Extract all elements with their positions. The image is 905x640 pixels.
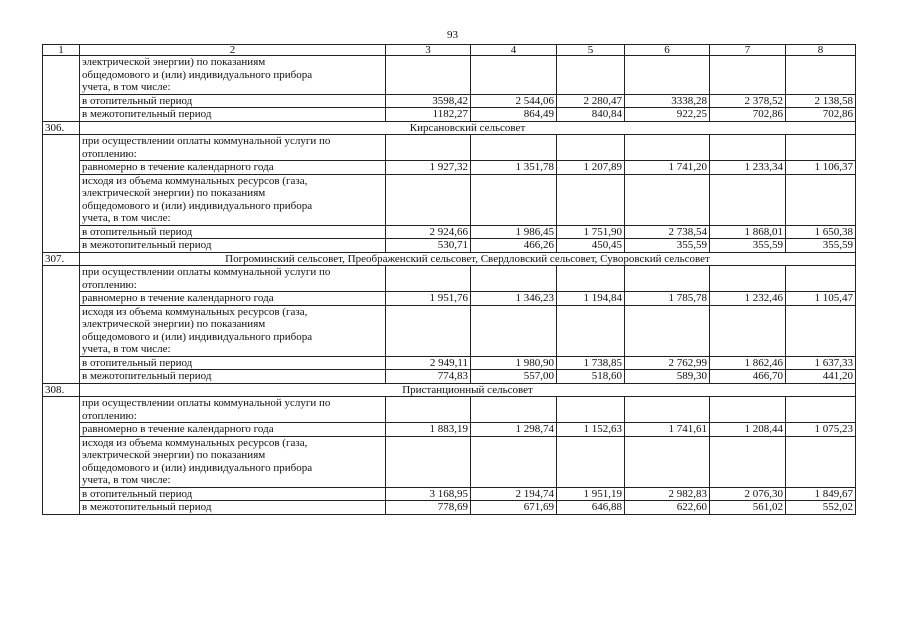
uniform-year-row bbox=[43, 161, 856, 175]
payment-intro-row bbox=[43, 397, 856, 423]
value-cell: 3598,42 bbox=[386, 94, 471, 108]
nonheating-period-row bbox=[43, 239, 856, 253]
value-cell: 702,86 bbox=[786, 108, 856, 122]
value-cell: 1 751,90 bbox=[557, 225, 625, 239]
volume-intro-text bbox=[80, 174, 386, 225]
row-label: в отопительный период bbox=[80, 487, 386, 501]
value-cell: 646,88 bbox=[557, 501, 625, 515]
empty-cell bbox=[625, 56, 710, 95]
value-cell: 552,02 bbox=[786, 501, 856, 515]
value-cell: 1 951,76 bbox=[386, 292, 471, 306]
value-cell: 671,69 bbox=[471, 501, 557, 515]
value-cell: 622,60 bbox=[625, 501, 710, 515]
empty-cell bbox=[557, 135, 625, 161]
empty-cell bbox=[710, 305, 786, 356]
payment-intro-text bbox=[80, 135, 386, 161]
heating-period-row bbox=[43, 487, 856, 501]
row-label: равномерно в течение календарного года bbox=[80, 292, 386, 306]
empty-cell bbox=[625, 266, 710, 292]
empty-cell bbox=[786, 305, 856, 356]
empty-cell bbox=[710, 135, 786, 161]
value-cell: 518,60 bbox=[557, 370, 625, 384]
heating-period-row bbox=[43, 356, 856, 370]
uniform-year-row bbox=[43, 292, 856, 306]
empty-cell bbox=[557, 305, 625, 356]
text-line: отоплению: bbox=[82, 147, 137, 160]
value-cell: 1 868,01 bbox=[710, 225, 786, 239]
empty-cell bbox=[710, 56, 786, 95]
empty-cell bbox=[625, 305, 710, 356]
uniform-year-row bbox=[43, 423, 856, 437]
tariff-table bbox=[42, 44, 856, 515]
empty-cell bbox=[557, 174, 625, 225]
row-label: в отопительный период bbox=[80, 94, 386, 108]
text-line: при осуществлении оплаты коммунальной услуги по bbox=[82, 266, 331, 278]
row-label: в межотопительный период bbox=[80, 108, 386, 122]
value-cell: 589,30 bbox=[625, 370, 710, 384]
empty-cell bbox=[625, 436, 710, 487]
value-cell: 2 138,58 bbox=[786, 94, 856, 108]
heating-period-row bbox=[43, 225, 856, 239]
value-cell: 466,70 bbox=[710, 370, 786, 384]
value-cell: 1 075,23 bbox=[786, 423, 856, 437]
value-cell: 2 982,83 bbox=[625, 487, 710, 501]
empty-cell bbox=[471, 397, 557, 423]
empty-cell bbox=[386, 397, 471, 423]
empty-cell bbox=[786, 174, 856, 225]
value-cell: 1 741,61 bbox=[625, 423, 710, 437]
column-header: 7 bbox=[710, 45, 786, 56]
section-index-empty bbox=[43, 266, 80, 384]
empty-cell bbox=[386, 174, 471, 225]
row-label: в отопительный период bbox=[80, 225, 386, 239]
text-line: учета, в том числе: bbox=[82, 474, 171, 486]
payment-intro-text bbox=[80, 266, 386, 292]
value-cell: 355,59 bbox=[710, 239, 786, 253]
value-cell: 2 194,74 bbox=[471, 487, 557, 501]
value-cell: 1 346,23 bbox=[471, 292, 557, 306]
text-line: исходя из объема коммунальных ресурсов (газа, bbox=[82, 174, 308, 187]
text-line: общедомового и (или) индивидуального прибора bbox=[82, 68, 313, 81]
column-header: 5 bbox=[557, 45, 625, 56]
text-line: электрической энергии) по показаниям bbox=[82, 187, 266, 199]
volume-intro-row bbox=[43, 174, 856, 225]
value-cell: 1 650,38 bbox=[786, 225, 856, 239]
value-cell: 1 741,20 bbox=[625, 161, 710, 175]
text-line: отоплению: bbox=[82, 409, 137, 422]
nonheating-period-row bbox=[43, 108, 856, 122]
text-line: общедомового и (или) индивидуального прибора bbox=[82, 330, 313, 343]
value-cell: 2 076,30 bbox=[710, 487, 786, 501]
row-label: в межотопительный период bbox=[80, 370, 386, 384]
value-cell: 1182,27 bbox=[386, 108, 471, 122]
value-cell: 2 738,54 bbox=[625, 225, 710, 239]
value-cell: 1 233,34 bbox=[710, 161, 786, 175]
value-cell: 1 927,32 bbox=[386, 161, 471, 175]
text-line: исходя из объема коммунальных ресурсов (газа, bbox=[82, 436, 308, 449]
empty-cell bbox=[710, 266, 786, 292]
value-cell: 1 738,85 bbox=[557, 356, 625, 370]
section-header-row bbox=[43, 121, 856, 135]
empty-cell bbox=[386, 305, 471, 356]
row-label: в межотопительный период bbox=[80, 501, 386, 515]
section-number: 307. bbox=[43, 252, 80, 266]
value-cell: 561,02 bbox=[710, 501, 786, 515]
heating-period-row bbox=[43, 94, 856, 108]
payment-intro-text bbox=[80, 397, 386, 423]
empty-cell bbox=[386, 266, 471, 292]
value-cell: 2 280,47 bbox=[557, 94, 625, 108]
value-cell: 1 637,33 bbox=[786, 356, 856, 370]
value-cell: 557,00 bbox=[471, 370, 557, 384]
value-cell: 3 168,95 bbox=[386, 487, 471, 501]
text-line: электрической энергии) по показаниям bbox=[82, 56, 266, 68]
value-cell: 774,83 bbox=[386, 370, 471, 384]
empty-cell bbox=[386, 436, 471, 487]
row-label: в межотопительный период bbox=[80, 239, 386, 253]
section-index-empty bbox=[43, 397, 80, 515]
intro-text bbox=[80, 56, 386, 95]
value-cell: 1 986,45 bbox=[471, 225, 557, 239]
empty-cell bbox=[625, 397, 710, 423]
empty-cell bbox=[386, 56, 471, 95]
column-header: 6 bbox=[625, 45, 710, 56]
empty-cell bbox=[786, 266, 856, 292]
value-cell: 2 924,66 bbox=[386, 225, 471, 239]
empty-cell bbox=[471, 436, 557, 487]
nonheating-period-row bbox=[43, 501, 856, 515]
empty-cell bbox=[471, 266, 557, 292]
empty-cell bbox=[625, 174, 710, 225]
empty-cell bbox=[786, 397, 856, 423]
value-cell: 778,69 bbox=[386, 501, 471, 515]
text-line: при осуществлении оплаты коммунальной услуги по bbox=[82, 397, 331, 409]
empty-cell bbox=[710, 397, 786, 423]
payment-intro-row bbox=[43, 135, 856, 161]
section-index-empty bbox=[43, 135, 80, 253]
section-number: 306. bbox=[43, 121, 80, 135]
empty-cell bbox=[557, 266, 625, 292]
column-header: 1 bbox=[43, 45, 80, 56]
column-header: 8 bbox=[786, 45, 856, 56]
value-cell: 2 378,52 bbox=[710, 94, 786, 108]
value-cell: 922,25 bbox=[625, 108, 710, 122]
value-cell: 1 849,67 bbox=[786, 487, 856, 501]
empty-cell bbox=[471, 305, 557, 356]
value-cell: 2 762,99 bbox=[625, 356, 710, 370]
value-cell: 530,71 bbox=[386, 239, 471, 253]
value-cell: 1 785,78 bbox=[625, 292, 710, 306]
column-header-row bbox=[43, 45, 856, 56]
empty-cell bbox=[471, 56, 557, 95]
empty-cell bbox=[786, 436, 856, 487]
value-cell: 441,20 bbox=[786, 370, 856, 384]
empty-cell bbox=[625, 135, 710, 161]
text-line: учета, в том числе: bbox=[82, 81, 171, 93]
value-cell: 1 106,37 bbox=[786, 161, 856, 175]
payment-intro-row bbox=[43, 266, 856, 292]
empty-cell bbox=[557, 397, 625, 423]
value-cell: 3338,28 bbox=[625, 94, 710, 108]
text-line: общедомового и (или) индивидуального прибора bbox=[82, 199, 313, 212]
value-cell: 355,59 bbox=[786, 239, 856, 253]
value-cell: 864,49 bbox=[471, 108, 557, 122]
value-cell: 466,26 bbox=[471, 239, 557, 253]
section-index-empty bbox=[43, 56, 80, 122]
section-title: Кирсановский сельсовет bbox=[80, 121, 856, 135]
text-line: электрической энергии) по показаниям bbox=[82, 449, 266, 461]
section-header-row bbox=[43, 252, 856, 266]
text-line: исходя из объема коммунальных ресурсов (газа, bbox=[82, 305, 308, 318]
volume-intro-text bbox=[80, 436, 386, 487]
text-line: отоплению: bbox=[82, 278, 137, 291]
volume-intro-text bbox=[80, 305, 386, 356]
column-header: 3 bbox=[386, 45, 471, 56]
empty-cell bbox=[786, 56, 856, 95]
value-cell: 1 208,44 bbox=[710, 423, 786, 437]
text-line: электрической энергии) по показаниям bbox=[82, 318, 266, 330]
column-header: 2 bbox=[80, 45, 386, 56]
value-cell: 1 232,46 bbox=[710, 292, 786, 306]
empty-cell bbox=[710, 436, 786, 487]
value-cell: 355,59 bbox=[625, 239, 710, 253]
value-cell: 1 298,74 bbox=[471, 423, 557, 437]
value-cell: 1 883,19 bbox=[386, 423, 471, 437]
value-cell: 702,86 bbox=[710, 108, 786, 122]
empty-cell bbox=[710, 174, 786, 225]
section-number: 308. bbox=[43, 383, 80, 397]
value-cell: 840,84 bbox=[557, 108, 625, 122]
text-line: учета, в том числе: bbox=[82, 212, 171, 224]
empty-cell bbox=[386, 135, 471, 161]
value-cell: 1 351,78 bbox=[471, 161, 557, 175]
empty-cell bbox=[471, 135, 557, 161]
value-cell: 450,45 bbox=[557, 239, 625, 253]
row-label: равномерно в течение календарного года bbox=[80, 423, 386, 437]
text-line: учета, в том числе: bbox=[82, 343, 171, 355]
empty-cell bbox=[557, 56, 625, 95]
value-cell: 1 152,63 bbox=[557, 423, 625, 437]
value-cell: 2 949,11 bbox=[386, 356, 471, 370]
text-line: общедомового и (или) индивидуального прибора bbox=[82, 461, 313, 474]
section-title: Погроминский сельсовет, Преображенский сельсовет, Свердловский сельсовет, Суворовский сельсовет bbox=[80, 252, 856, 266]
value-cell: 1 951,19 bbox=[557, 487, 625, 501]
value-cell: 1 105,47 bbox=[786, 292, 856, 306]
empty-cell bbox=[786, 135, 856, 161]
text-line: при осуществлении оплаты коммунальной услуги по bbox=[82, 135, 331, 147]
value-cell: 1 207,89 bbox=[557, 161, 625, 175]
nonheating-period-row bbox=[43, 370, 856, 384]
page-number: 93 bbox=[447, 29, 458, 41]
volume-intro-row bbox=[43, 305, 856, 356]
section-title: Пристанционный сельсовет bbox=[80, 383, 856, 397]
row-label: равномерно в течение календарного года bbox=[80, 161, 386, 175]
volume-intro-row bbox=[43, 436, 856, 487]
value-cell: 1 980,90 bbox=[471, 356, 557, 370]
empty-cell bbox=[557, 436, 625, 487]
row-label: в отопительный период bbox=[80, 356, 386, 370]
empty-cell bbox=[471, 174, 557, 225]
column-header: 4 bbox=[471, 45, 557, 56]
section-header-row bbox=[43, 383, 856, 397]
value-cell: 2 544,06 bbox=[471, 94, 557, 108]
value-cell: 1 862,46 bbox=[710, 356, 786, 370]
value-cell: 1 194,84 bbox=[557, 292, 625, 306]
intro-row bbox=[43, 56, 856, 95]
